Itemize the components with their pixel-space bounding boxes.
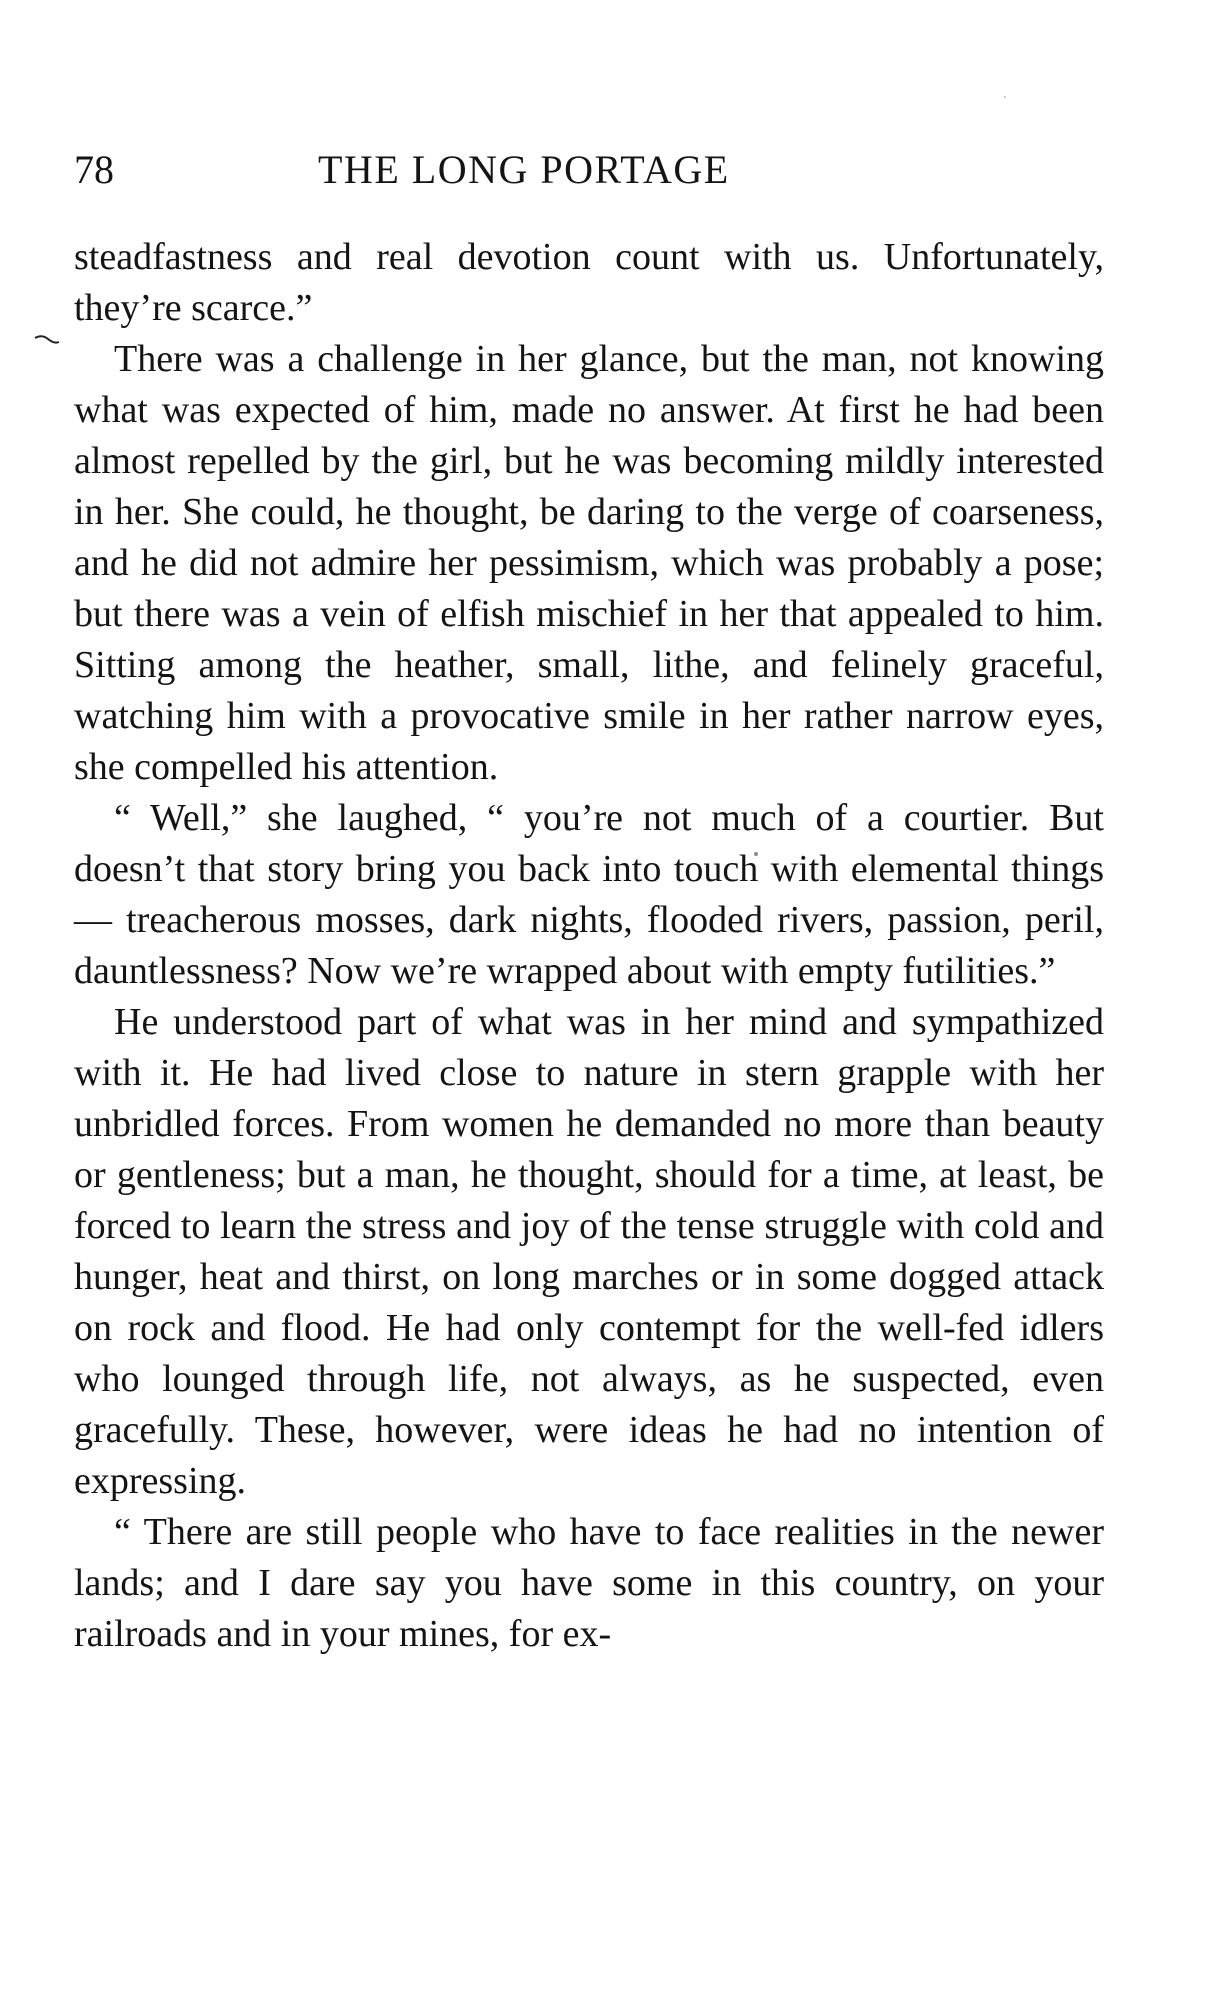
paragraph: He understood part of what was in her mind and sympathized with it. He had lived close to nature in stern grapple with her unbridled forces. From women he demanded no more than beauty or gentleness; but a man, he thought, should for a time, at least, be forced to learn the stress and joy of the tense struggle with cold and hunger, heat and thirst, on long marches or in some dogged attack on rock and flood. He had only contempt for the well-fed idlers who lounged through life, not always, as he suspected, even gracefully. These, however, were ideas he had no intention of expressing. <box>74 1001 1104 1502</box>
body-text <box>74 232 1104 1660</box>
ink-speck <box>1004 96 1006 98</box>
paragraph: “ There are still people who have to face realities in the newer lands; and I dare say you have some in this country, on your railroads and in your mines, for ex- <box>74 1511 1104 1655</box>
page-number: 78 <box>74 147 114 192</box>
paragraph: There was a challenge in her glance, but the man, not knowing what was expected of him, made no answer. At first he had been almost repelled by the girl, but he was becoming mildly interested in her. She could, he thought, be daring to the verge of coarseness, and he did not admire her pessimism, which was probably a pose; but there was a vein of elfish mischief in her that appealed to him. Sitting among the heather, small, lithe, and felinely graceful, watching him with a provocative smile in her rather narrow eyes, she compelled his attention. <box>74 338 1104 788</box>
paragraph-continued: steadfastness and real devotion count with us. Unfortunately, they’re scarce.” <box>74 236 1104 329</box>
paragraph: “ Well,” she laughed, “ you’re not much of a courtier. But doesn’t that story bring you back into touch with elemental things — treacherous mosses, dark nights, flooded rivers, passion, peril, dauntlessness? Now we’re wrapped about with empty futilities.” <box>74 797 1104 992</box>
running-head <box>74 140 1104 200</box>
margin-dash-mark <box>34 332 60 346</box>
running-title: THE LONG PORTAGE <box>318 147 730 192</box>
